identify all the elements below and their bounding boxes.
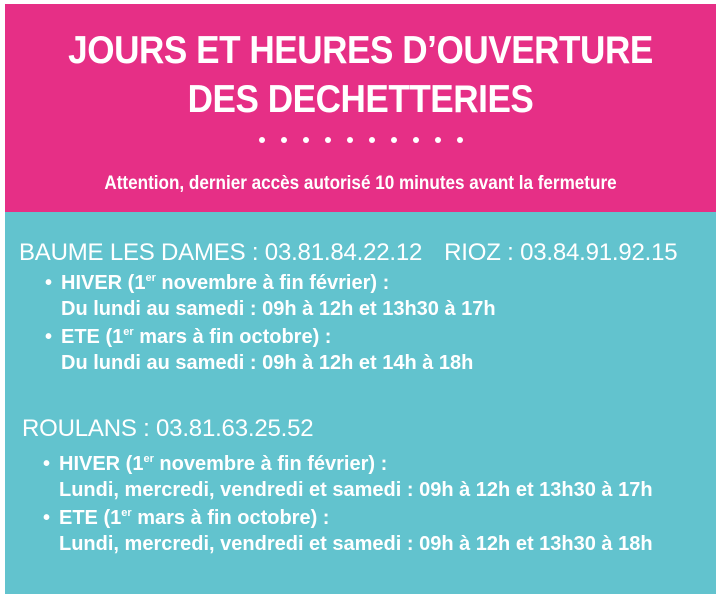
season-period: novembre à fin février) : — [153, 453, 388, 475]
opening-hours: Du lundi au samedi : 09h à 12h et 14h à 18h — [61, 352, 474, 374]
divider-dot — [391, 137, 397, 143]
season-period: novembre à fin février) : — [155, 272, 390, 294]
season-period: mars à fin octobre) : — [133, 326, 332, 348]
site-rioz-phone: RIOZ : 03.84.91.92.15 — [444, 239, 678, 266]
schedule-item-summer — [43, 505, 716, 557]
divider-dot — [457, 137, 463, 143]
header-banner — [5, 4, 716, 212]
opening-hours: Du lundi au samedi : 09h à 12h et 13h30 à 17h — [61, 298, 496, 320]
divider-dot — [281, 137, 287, 143]
divider-dot — [413, 137, 419, 143]
schedule-item-winter — [45, 270, 716, 322]
divider-dot — [259, 137, 265, 143]
opening-hours-card — [5, 4, 716, 594]
ordinal-suffix: er — [121, 507, 132, 519]
title-line-2: DES DECHETTERIES — [187, 78, 534, 121]
season-label: HIVER (1 — [59, 453, 144, 475]
section-title — [19, 238, 716, 268]
site-roulans-phone: ROULANS : 03.81.63.25.52 — [22, 415, 314, 442]
bullet: • — [45, 326, 53, 348]
page-title — [41, 26, 681, 124]
schedule-list — [45, 270, 716, 376]
section-title — [22, 414, 716, 444]
schedule-item-summer — [45, 324, 716, 376]
schedule-list — [43, 451, 716, 557]
schedule-item-winter — [43, 451, 716, 503]
access-notice: Attention, dernier accès autorisé 10 minutes avant la fermeture — [104, 173, 617, 194]
ordinal-suffix: er — [143, 453, 154, 465]
divider-dot — [303, 137, 309, 143]
title-line-1: JOURS ET HEURES D’OUVERTURE — [68, 29, 653, 72]
divider-dot — [325, 137, 331, 143]
dotted-divider — [5, 137, 716, 147]
bullet: • — [45, 272, 53, 294]
bullet: • — [43, 507, 51, 529]
ordinal-suffix: er — [145, 272, 156, 284]
section-roulans — [22, 414, 716, 557]
site-baume-les-dames-phone: BAUME LES DAMES : 03.81.84.22.12 — [19, 239, 423, 266]
ordinal-suffix: er — [123, 326, 134, 338]
opening-hours: Lundi, mercredi, vendredi et samedi : 09h à 12h et 13h30 à 18h — [59, 533, 653, 555]
opening-hours: Lundi, mercredi, vendredi et samedi : 09h à 12h et 13h30 à 17h — [59, 479, 653, 501]
season-label: ETE (1 — [61, 326, 124, 348]
season-period: mars à fin octobre) : — [131, 507, 330, 529]
section-baume-rioz — [19, 238, 716, 376]
divider-dot — [435, 137, 441, 143]
season-label: ETE (1 — [59, 507, 122, 529]
season-label: HIVER (1 — [61, 272, 146, 294]
divider-dot — [347, 137, 353, 143]
bullet: • — [43, 453, 51, 475]
divider-dot — [369, 137, 375, 143]
